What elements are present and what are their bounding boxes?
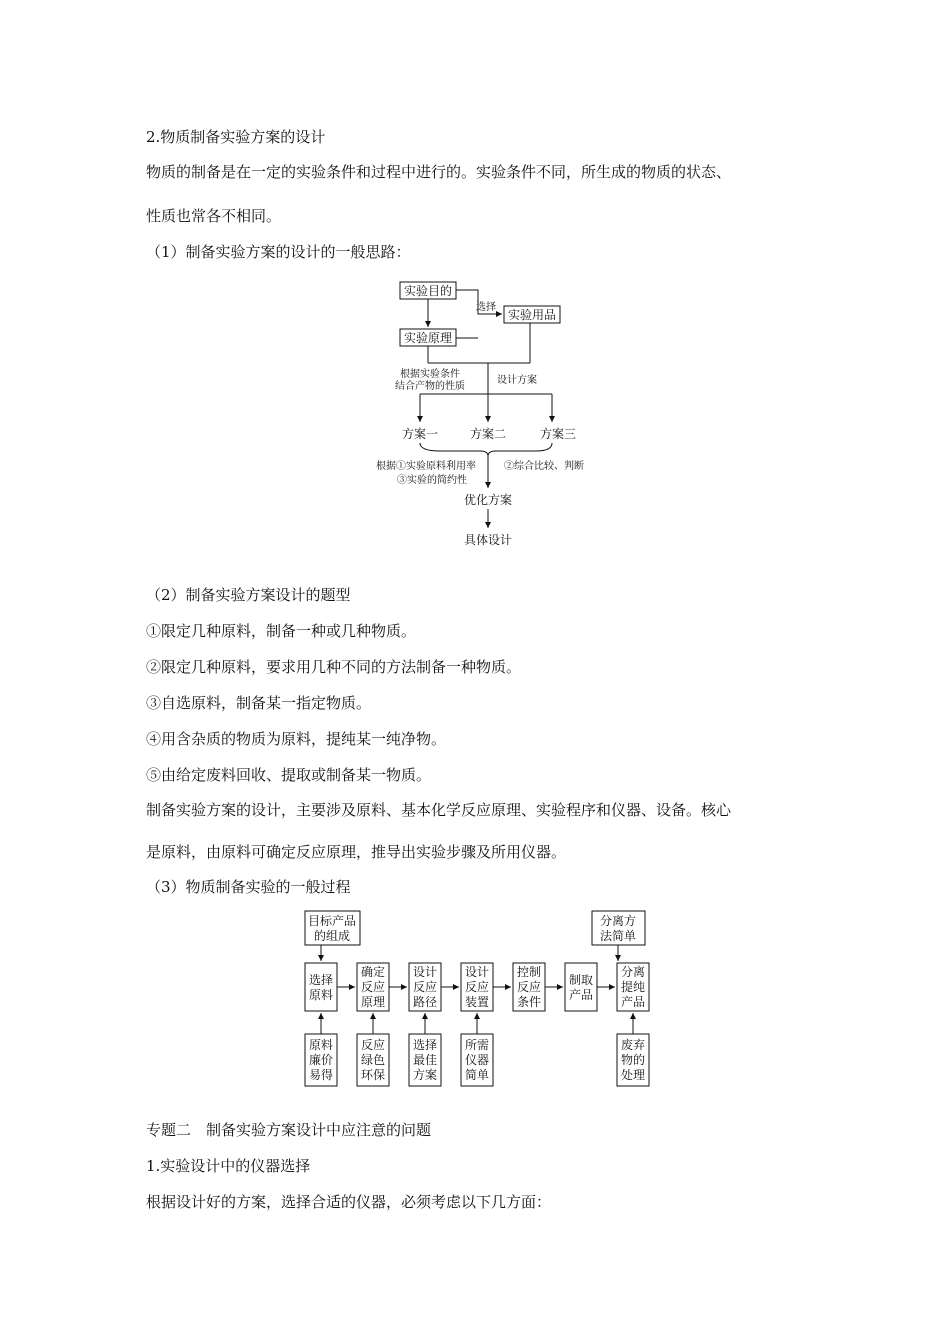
design-label: 设计方案 [497,375,537,386]
plan-label: 方案三 [539,427,577,441]
list-item: ①限定几种原料，制备一种或几种物质。 [146,622,417,640]
goal-label: 实验目的 [403,284,453,298]
paragraph-line: 物质的制备是在一定的实验条件和过程中进行的。实验条件不同，所生成的物质的状态、 [146,163,732,181]
criteria-label: 根据①实验原料利用率 [376,461,476,472]
principle-label: 实验原理 [403,331,453,345]
step-label: 设计 [412,965,438,979]
condition-label: 方案 [412,1068,438,1082]
step-label: 设计 [464,965,490,979]
step-label: 选择 [308,973,334,987]
condition-label: 所需 [464,1038,490,1052]
paragraph-line: 制备实验方案的设计，主要涉及原料、基本化学反应原理、实验程序和仪器、设备。核心 [146,801,732,819]
section-heading: 1.实验设计中的仪器选择 [146,1157,311,1175]
step-label: 反应 [360,980,386,994]
top-left-label: 的组成 [313,929,351,943]
step-label: 制取 [568,973,594,987]
paragraph-line: 根据设计好的方案，选择合适的仪器，必须考虑以下几方面： [146,1193,552,1211]
condition-label: 最佳 [412,1053,438,1067]
list-item: ②限定几种原料，要求用几种不同的方法制备一种物质。 [146,658,522,676]
step-label: 产品 [620,995,646,1009]
step-label: 确定 [360,965,386,979]
step-label: 反应 [464,980,490,994]
concrete-label: 具体设计 [463,533,513,547]
condition-label: 原料 [308,1038,334,1052]
step-label: 反应 [412,980,438,994]
plan-label: 方案二 [469,427,507,441]
step-label: 条件 [516,995,542,1009]
condition-label: 物的 [620,1053,646,1067]
step-label: 控制 [516,965,542,979]
condition-label: 废弃 [620,1038,646,1052]
condition-label: 易得 [308,1068,334,1082]
step-label: 分离 [620,965,646,979]
subsection-title: （2）制备实验方案设计的题型 [146,586,351,604]
top-right-label: 分离方 [599,914,637,928]
criteria-label: ③实验的简约性 [397,475,467,486]
list-item: ④用含杂质的物质为原料，提纯某一纯净物。 [146,730,447,748]
subsection-title: （1）制备实验方案的设计的一般思路： [146,243,411,261]
paragraph-line: 性质也常各不相同。 [146,207,282,225]
condition-label: 环保 [360,1068,386,1082]
design-approach-diagram [360,276,620,556]
condition-label: 处理 [620,1068,646,1082]
section-heading: 2.物质制备实验方案的设计 [146,128,326,146]
condition-label: 简单 [464,1068,490,1082]
basis-label: 结合产物的性质 [395,381,465,392]
optimize-label: 优化方案 [463,493,513,507]
top-left-label: 目标产品 [307,914,357,928]
condition-label: 仪器 [464,1053,490,1067]
top-right-label: 法简单 [599,929,637,943]
step-label: 产品 [568,988,594,1002]
list-item: ⑤由给定废料回收、提取或制备某一物质。 [146,766,432,784]
preparation-process-diagram [300,906,660,1090]
list-item: ③自选原料，制备某一指定物质。 [146,694,372,712]
condition-label: 选择 [412,1038,438,1052]
step-label: 路径 [412,995,438,1009]
select-label: 选择 [476,302,496,313]
condition-label: 绿色 [360,1053,386,1067]
step-label: 原料 [308,988,334,1002]
compare-label: ②综合比较、判断 [504,461,584,472]
step-label: 原理 [360,995,386,1009]
step-label: 反应 [516,980,542,994]
subsection-title: （3）物质制备实验的一般过程 [146,878,351,896]
supplies-label: 实验用品 [507,308,557,322]
step-label: 装置 [464,995,490,1009]
basis-label: 根据实验条件 [400,369,460,380]
condition-label: 廉价 [308,1053,334,1067]
paragraph-line: 是原料，由原料可确定反应原理，推导出实验步骤及所用仪器。 [146,843,567,861]
step-label: 提纯 [620,980,646,994]
topic-title: 专题二 制备实验方案设计中应注意的问题 [146,1121,432,1139]
plan-label: 方案一 [401,427,439,441]
condition-label: 反应 [360,1038,386,1052]
